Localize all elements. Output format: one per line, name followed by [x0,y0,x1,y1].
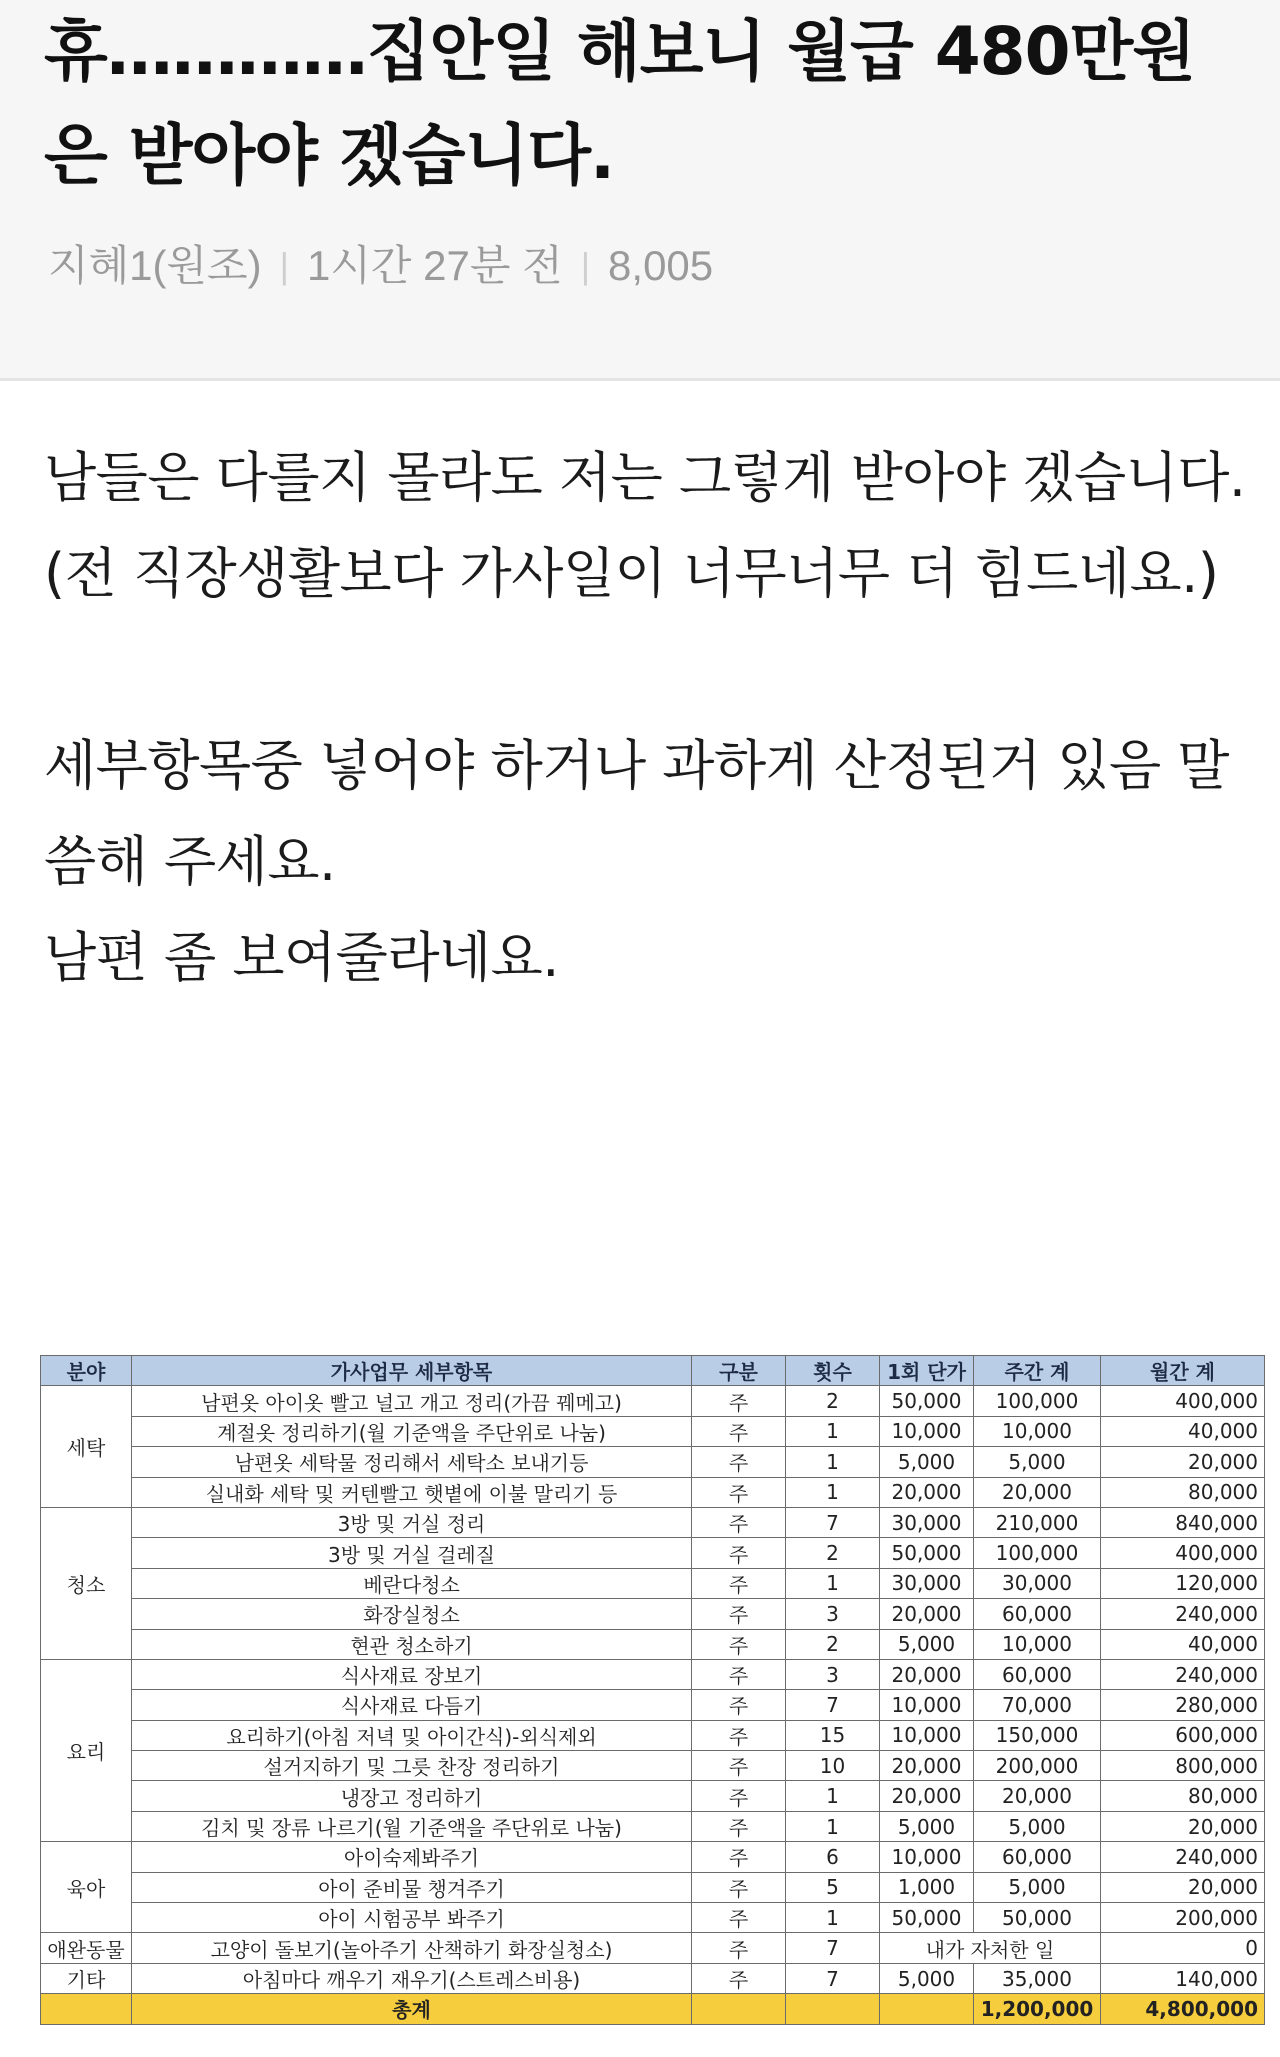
weekly-cell: 60,000 [974,1659,1101,1689]
monthly-cell: 600,000 [1101,1720,1265,1750]
table-row [41,1690,1265,1720]
monthly-cell: 240,000 [1101,1842,1265,1872]
count-cell: 7 [786,1507,880,1537]
column-header: 가사업무 세부항목 [132,1356,692,1386]
category-cell: 청소 [41,1507,132,1659]
chore-cost-table [40,1355,1265,2025]
type-cell: 주 [692,1933,786,1963]
monthly-cell: 20,000 [1101,1872,1265,1902]
monthly-cell: 20,000 [1101,1447,1265,1477]
unit-price-cell: 30,000 [880,1568,974,1598]
table-row [41,1903,1265,1933]
unit-price-cell: 5,000 [880,1447,974,1477]
table-total-row [41,1994,1265,2024]
type-cell: 주 [692,1507,786,1537]
weekly-cell: 60,000 [974,1842,1101,1872]
type-cell: 주 [692,1477,786,1507]
weekly-cell: 10,000 [974,1629,1101,1659]
weekly-cell: 35,000 [974,1963,1101,1993]
type-cell: 주 [692,1690,786,1720]
weekly-cell: 210,000 [974,1507,1101,1537]
unit-price-cell: 5,000 [880,1963,974,1993]
weekly-cell: 5,000 [974,1811,1101,1841]
unit-price-cell: 10,000 [880,1690,974,1720]
table-row [41,1447,1265,1477]
type-cell: 주 [692,1842,786,1872]
post-body [44,430,1254,1006]
category-cell: 세탁 [41,1386,132,1508]
unit-price-cell: 5,000 [880,1811,974,1841]
unit-price-cell: 50,000 [880,1903,974,1933]
unit-price-cell: 30,000 [880,1507,974,1537]
task-cell: 요리하기(아침 저녁 및 아이간식)-외식제외 [132,1720,692,1750]
monthly-cell: 280,000 [1101,1690,1265,1720]
count-cell: 1 [786,1811,880,1841]
monthly-cell: 0 [1101,1933,1265,1963]
type-cell: 주 [692,1903,786,1933]
unit-price-cell: 20,000 [880,1751,974,1781]
task-cell: 남편옷 아이옷 빨고 널고 개고 정리(가끔 꿰메고) [132,1386,692,1416]
task-cell: 아이 시험공부 봐주기 [132,1903,692,1933]
table-row [41,1599,1265,1629]
total-blank-cell [692,1994,786,2024]
task-cell: 고양이 돌보기(놀아주기 산책하기 화장실청소) [132,1933,692,1963]
monthly-cell: 20,000 [1101,1811,1265,1841]
monthly-cell: 80,000 [1101,1477,1265,1507]
type-cell: 주 [692,1629,786,1659]
meta-divider: | [580,245,591,286]
count-cell: 1 [786,1568,880,1598]
post-meta [48,236,713,296]
count-cell: 1 [786,1903,880,1933]
table-row [41,1568,1265,1598]
task-cell: 식사재료 다듬기 [132,1690,692,1720]
task-cell: 남편옷 세탁물 정리해서 세탁소 보내기등 [132,1447,692,1477]
monthly-cell: 120,000 [1101,1568,1265,1598]
task-cell: 3방 및 거실 정리 [132,1507,692,1537]
weekly-cell: 70,000 [974,1690,1101,1720]
type-cell: 주 [692,1781,786,1811]
type-cell: 주 [692,1447,786,1477]
monthly-cell: 400,000 [1101,1386,1265,1416]
count-cell: 2 [786,1629,880,1659]
body-line: 남편 좀 보여줄라네요. [44,926,559,989]
column-header: 횟수 [786,1356,880,1386]
weekly-cell: 5,000 [974,1872,1101,1902]
total-weekly: 1,200,000 [974,1994,1101,2024]
column-header: 구분 [692,1356,786,1386]
weekly-cell: 100,000 [974,1538,1101,1568]
task-cell: 아이 준비물 챙겨주기 [132,1872,692,1902]
count-cell: 15 [786,1720,880,1750]
count-cell: 3 [786,1599,880,1629]
chore-cost-table-image [40,1355,1264,2025]
task-cell: 실내화 세탁 및 커텐빨고 햇볕에 이불 말리기 등 [132,1477,692,1507]
task-cell: 김치 및 장류 나르기(월 기준액을 주단위로 나눔) [132,1811,692,1841]
count-cell: 5 [786,1872,880,1902]
column-header: 주간 계 [974,1356,1101,1386]
body-line: 세부항목중 넣어야 하거나 과하게 산정된거 있음 말씀해 주세요. [44,734,1229,893]
total-blank-cell [41,1994,132,2024]
type-cell: 주 [692,1416,786,1446]
count-cell: 1 [786,1447,880,1477]
task-cell: 화장실청소 [132,1599,692,1629]
table-row [41,1538,1265,1568]
unit-price-cell: 20,000 [880,1599,974,1629]
table-row [41,1507,1265,1537]
unit-price-cell: 50,000 [880,1538,974,1568]
table-row [41,1872,1265,1902]
weekly-cell: 10,000 [974,1416,1101,1446]
task-cell: 냉장고 정리하기 [132,1781,692,1811]
post-time: 1시간 27분 전 [306,242,563,289]
weekly-cell: 30,000 [974,1568,1101,1598]
type-cell: 주 [692,1811,786,1841]
table-row-other [41,1933,1265,1963]
table-row [41,1811,1265,1841]
table-row [41,1659,1265,1689]
monthly-cell: 80,000 [1101,1781,1265,1811]
unit-price-cell: 20,000 [880,1659,974,1689]
table-row [41,1629,1265,1659]
type-cell: 주 [692,1568,786,1598]
table-row [41,1720,1265,1750]
meta-divider: | [279,245,289,286]
author-name[interactable]: 지혜1(원조) [48,242,262,289]
view-count: 8,005 [608,242,714,289]
task-cell: 아침마다 깨우기 재우기(스트레스비용) [132,1963,692,1993]
total-monthly: 4,800,000 [1101,1994,1265,2024]
task-cell: 현관 청소하기 [132,1629,692,1659]
table-row [41,1477,1265,1507]
table-row [41,1781,1265,1811]
weekly-cell: 5,000 [974,1447,1101,1477]
count-cell: 7 [786,1963,880,1993]
body-line: (전 직장생활보다 가사일이 너무너무 더 힘드네요.) [44,542,1219,605]
weekly-cell: 20,000 [974,1781,1101,1811]
category-cell: 육아 [41,1842,132,1933]
table-row [41,1842,1265,1872]
table-row [41,1386,1265,1416]
post-title: 휴…………집안일 해보니 월급 480만원은 받아야 겠습니다. [44,13,1196,194]
unit-price-cell: 20,000 [880,1477,974,1507]
unit-price-cell: 20,000 [880,1781,974,1811]
table-header-row [41,1356,1265,1386]
category-cell: 요리 [41,1659,132,1841]
task-cell: 식사재료 장보기 [132,1659,692,1689]
type-cell: 주 [692,1599,786,1629]
column-header: 월간 계 [1101,1356,1265,1386]
weekly-cell: 50,000 [974,1903,1101,1933]
count-cell: 2 [786,1538,880,1568]
monthly-cell: 40,000 [1101,1629,1265,1659]
table-row [41,1416,1265,1446]
column-header: 분야 [41,1356,132,1386]
count-cell: 1 [786,1416,880,1446]
note-cell: 내가 자처한 일 [880,1933,1101,1963]
weekly-cell: 60,000 [974,1599,1101,1629]
task-cell: 3방 및 거실 걸레질 [132,1538,692,1568]
table-row-other [41,1963,1265,1993]
monthly-cell: 240,000 [1101,1599,1265,1629]
table-row [41,1751,1265,1781]
total-label: 총계 [132,1994,692,2024]
unit-price-cell: 5,000 [880,1629,974,1659]
total-blank-cell [786,1994,880,2024]
count-cell: 10 [786,1751,880,1781]
monthly-cell: 40,000 [1101,1416,1265,1446]
weekly-cell: 200,000 [974,1751,1101,1781]
count-cell: 7 [786,1933,880,1963]
weekly-cell: 20,000 [974,1477,1101,1507]
count-cell: 1 [786,1781,880,1811]
column-header: 1회 단가 [880,1356,974,1386]
count-cell: 3 [786,1659,880,1689]
task-cell: 계절옷 정리하기(월 기준액을 주단위로 나눔) [132,1416,692,1446]
monthly-cell: 140,000 [1101,1963,1265,1993]
task-cell: 설거지하기 및 그릇 찬장 정리하기 [132,1751,692,1781]
table-body [41,1386,1265,1933]
unit-price-cell: 10,000 [880,1720,974,1750]
task-cell: 아이숙제봐주기 [132,1842,692,1872]
monthly-cell: 200,000 [1101,1903,1265,1933]
unit-price-cell: 10,000 [880,1842,974,1872]
type-cell: 주 [692,1659,786,1689]
category-cell: 기타 [41,1963,132,1993]
post-header [0,0,1280,381]
unit-price-cell: 50,000 [880,1386,974,1416]
unit-price-cell: 1,000 [880,1872,974,1902]
weekly-cell: 100,000 [974,1386,1101,1416]
type-cell: 주 [692,1720,786,1750]
monthly-cell: 400,000 [1101,1538,1265,1568]
total-blank-cell [880,1994,974,2024]
count-cell: 6 [786,1842,880,1872]
monthly-cell: 840,000 [1101,1507,1265,1537]
type-cell: 주 [692,1386,786,1416]
count-cell: 1 [786,1477,880,1507]
category-cell: 애완동물 [41,1933,132,1963]
count-cell: 2 [786,1386,880,1416]
type-cell: 주 [692,1963,786,1993]
unit-price-cell: 10,000 [880,1416,974,1446]
weekly-cell: 150,000 [974,1720,1101,1750]
count-cell: 7 [786,1690,880,1720]
type-cell: 주 [692,1538,786,1568]
task-cell: 베란다청소 [132,1568,692,1598]
monthly-cell: 800,000 [1101,1751,1265,1781]
type-cell: 주 [692,1872,786,1902]
type-cell: 주 [692,1751,786,1781]
body-line: 남들은 다를지 몰라도 저는 그렇게 받아야 겠습니다. [44,446,1246,509]
monthly-cell: 240,000 [1101,1659,1265,1689]
